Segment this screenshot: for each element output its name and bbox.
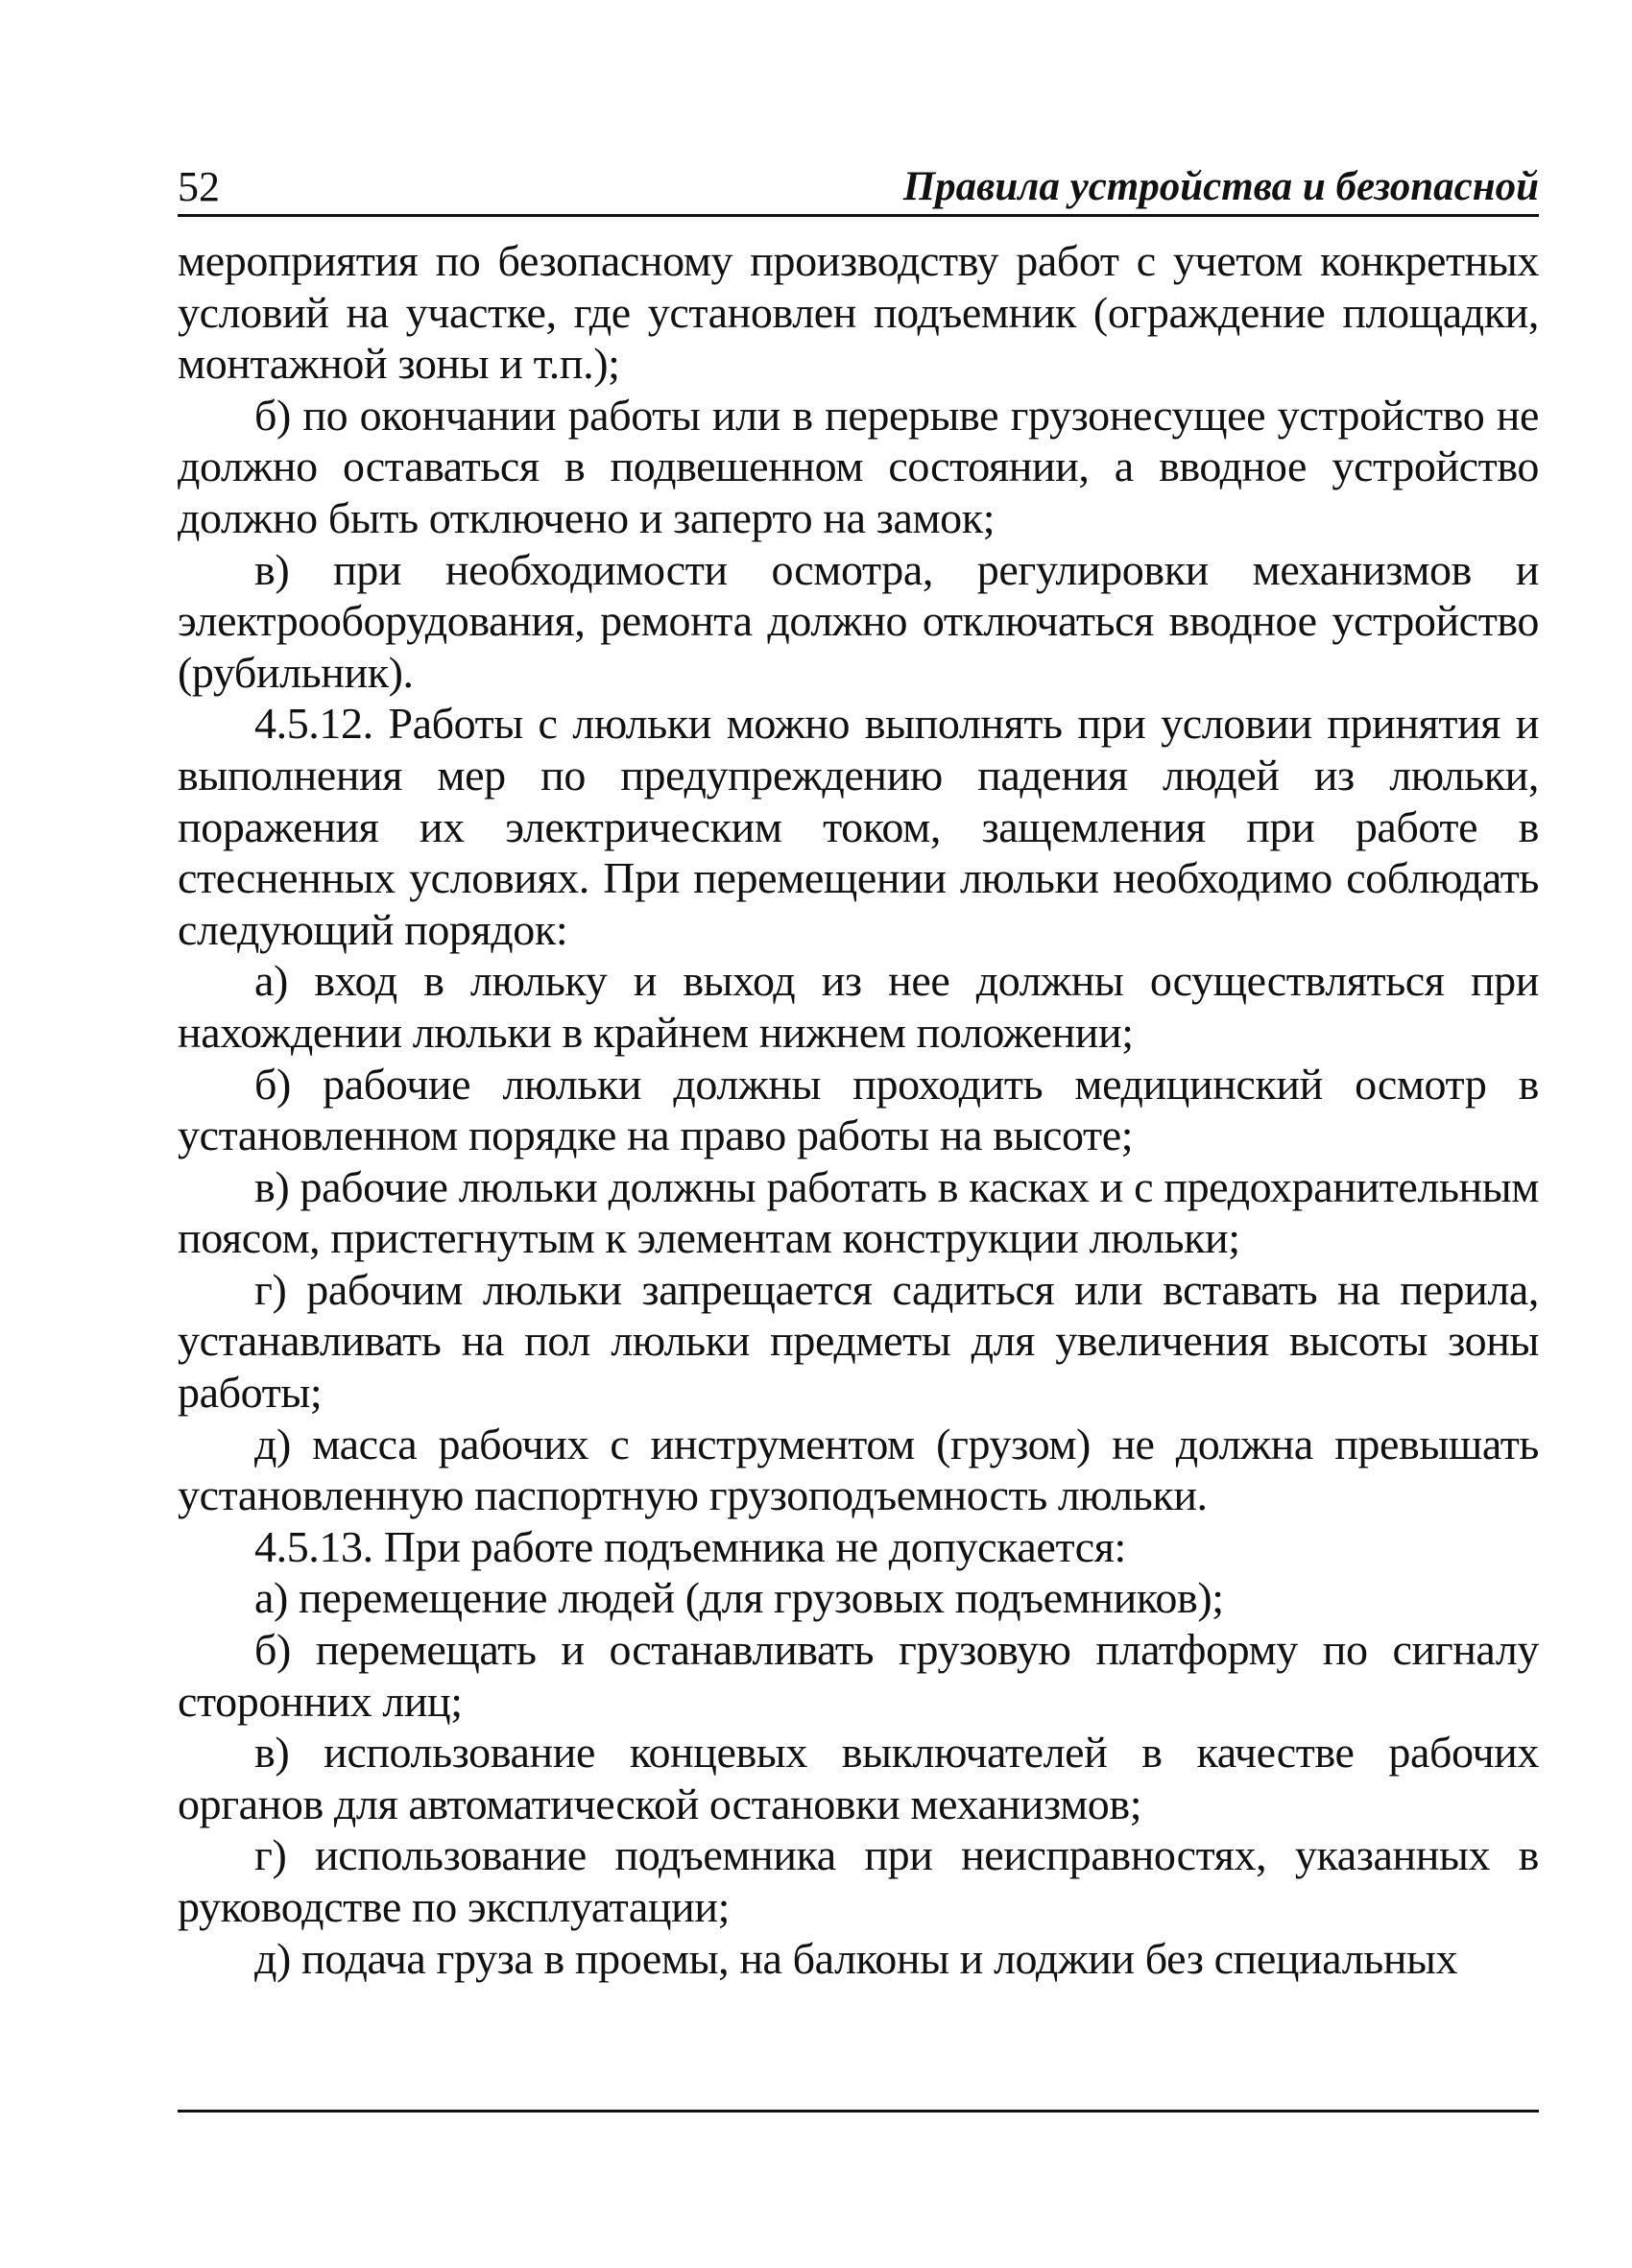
paragraph-item-d-mass: д) масса рабочих с инструментом (грузом) не должна превышать установленную паспортную грузоподъемность люльки. [178, 1419, 1539, 1520]
paragraph-item-b-signal: б) перемещать и останавливать грузовую платформу по сигналу сторонних лиц; [178, 1625, 1539, 1726]
running-header [178, 161, 1539, 217]
paragraph-item-d-openings: д) подача груза в проемы, на балконы и лоджии без специальных [254, 1933, 1458, 1983]
footer-rule [178, 2110, 1539, 2113]
paragraph-item-v-helmets: в) рабочие люльки должны работать в касках и с предохранительным поясом, пристегнутым к элементам конструкции люльки; [178, 1161, 1539, 1263]
paragraph-item-b-medical: б) рабочие люльки должны проходить медицинский осмотр в установленном порядке на право работы на высоте; [178, 1059, 1539, 1160]
paragraph-section-4-5-12: 4.5.12. Работы с люльки можно выполнять при условии принятия и выполнения мер по предупреждению падения людей из люльки, поражения их электрическим током, защемления при работе в стесненных условиях. При перемещении люльки необходимо соблюдать следующий порядок: [178, 699, 1539, 954]
paragraph-item-g-malfunctions: г) использование подъемника при неисправностях, указанных в руководстве по эксплуатации; [178, 1830, 1539, 1931]
paragraph-item-b-suspension: б) по окончании работы или в перерыве грузонесущее устройство не должно оставаться в подвешенном состоянии, а вводное устройство должно быть отключено и заперто на замок; [178, 390, 1539, 542]
running-title: Правила устройства и безопасной [902, 164, 1539, 209]
paragraph-item-g-railings: г) рабочим люльки запрещается садиться или вставать на перила, устанавливать на пол люльки предметы для увеличения высоты зоны работы; [178, 1264, 1539, 1418]
paragraph-continuation: мероприятия по безопасному производству работ с учетом конкретных условий на участке, где установлен подъемник (ограждение площадки, монтажной зоны и т.п.); [178, 236, 1539, 389]
paragraph-item-a-people: а) перемещение людей (для грузовых подъемников); [254, 1573, 1224, 1623]
paragraph-section-4-5-13: 4.5.13. При работе подъемника не допускается: [254, 1521, 1126, 1571]
body-text [178, 235, 1539, 1984]
paragraph-item-v-limit-switches: в) использование концевых выключателей в качестве рабочих органов для автоматической остановки механизмов; [178, 1728, 1539, 1828]
page-number: 52 [178, 163, 220, 210]
paragraph-item-a-entry: а) вход в люльку и выход из нее должны осуществляться при нахождении люльки в крайнем нижнем положении; [178, 956, 1539, 1057]
paragraph-item-v-inspection: в) при необходимости осмотра, регулировки механизмов и электрооборудования, ремонта должно отключаться вводное устройство (рубильник). [178, 544, 1539, 697]
